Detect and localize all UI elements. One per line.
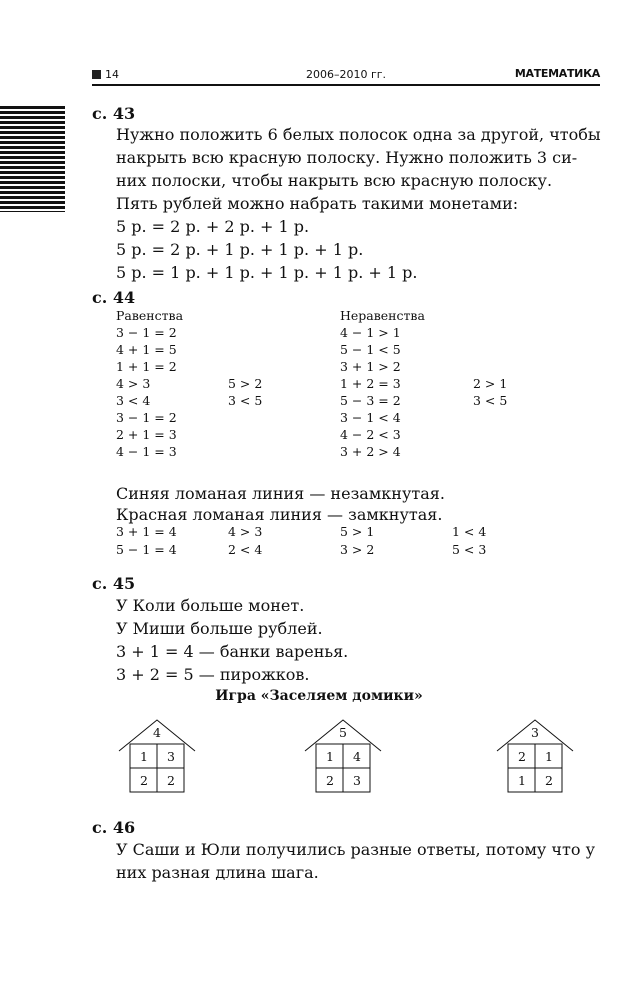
s46-line: У Саши и Юли получились разные ответы, потому что у <box>116 840 595 859</box>
section-label-44: с. 44 <box>92 288 136 307</box>
house-cell: 4 <box>353 749 361 764</box>
house-cell: 1 <box>545 749 553 764</box>
grid-item: 5 − 1 = 4 <box>116 542 177 557</box>
equality-item: 4 + 1 = 5 <box>116 342 177 357</box>
equality-item: 1 + 1 = 2 <box>116 359 177 374</box>
number-house <box>495 718 575 800</box>
header-subject: МАТЕМАТИКА <box>514 67 600 80</box>
s43-line: Нужно положить 6 белых полосок одна за другой, чтобы <box>116 125 601 144</box>
page-number: 14 <box>105 68 119 81</box>
house-roof-number: 4 <box>153 725 161 740</box>
decorative-stripes <box>0 106 65 212</box>
house-cell: 1 <box>140 749 148 764</box>
section-label-46: с. 46 <box>92 818 136 837</box>
house-cell: 2 <box>518 749 526 764</box>
s45-line: У Миши больше рублей. <box>116 619 323 638</box>
house-cell: 1 <box>518 773 526 788</box>
equality-item: 3 − 1 = 2 <box>116 410 177 425</box>
s45-line: У Коли больше монет. <box>116 596 305 615</box>
polyline-text: Синяя ломаная линия — незамкнутая. <box>116 484 445 503</box>
equality-item: 2 + 1 = 3 <box>116 427 177 442</box>
equality-extra-item: 3 < 5 <box>228 393 263 408</box>
house-cell: 1 <box>326 749 334 764</box>
inequality-item: 3 − 1 < 4 <box>340 410 401 425</box>
house-cell: 2 <box>545 773 553 788</box>
house-roof-number: 5 <box>339 725 347 740</box>
inequality-extra-item: 3 < 5 <box>473 393 508 408</box>
equality-item: 3 < 4 <box>116 393 151 408</box>
inequality-item: 5 − 3 = 2 <box>340 393 401 408</box>
equality-item: 3 − 1 = 2 <box>116 325 177 340</box>
s43-line: 5 р. = 2 р. + 2 р. + 1 р. <box>116 217 310 236</box>
inequalities-title: Неравенства <box>340 308 425 323</box>
inequality-item: 5 − 1 < 5 <box>340 342 401 357</box>
s45-line: 3 + 1 = 4 — банки варенья. <box>116 642 349 661</box>
s43-line: накрыть всю красную полоску. Нужно положить 3 си- <box>116 148 578 167</box>
header-years: 2006–2010 гг. <box>305 68 387 81</box>
game-title: Игра «Заселяем домики» <box>215 688 423 704</box>
house-cell: 2 <box>140 773 148 788</box>
inequality-extra-item: 2 > 1 <box>473 376 508 391</box>
section-label-45: с. 45 <box>92 574 136 593</box>
s43-line: них полоски, чтобы накрыть всю красную полоску. <box>116 171 553 190</box>
house-cell: 3 <box>353 773 361 788</box>
section-label-43: с. 43 <box>92 104 136 123</box>
s43-line: Пять рублей можно набрать такими монетами: <box>116 194 519 213</box>
inequality-item: 4 − 1 > 1 <box>340 325 401 340</box>
house-roof-number: 3 <box>531 725 539 740</box>
inequality-item: 4 − 2 < 3 <box>340 427 401 442</box>
s43-line: 5 р. = 2 р. + 1 р. + 1 р. + 1 р. <box>116 240 364 259</box>
s45-line: 3 + 2 = 5 — пирожков. <box>116 665 310 684</box>
s46-line: них разная длина шага. <box>116 863 319 882</box>
inequality-item: 3 + 2 > 4 <box>340 444 401 459</box>
grid-item: 2 < 4 <box>228 542 263 557</box>
grid-item: 3 > 2 <box>340 542 375 557</box>
house-cell: 3 <box>167 749 175 764</box>
inequality-item: 3 + 1 > 2 <box>340 359 401 374</box>
number-house <box>117 718 197 800</box>
equality-item: 4 − 1 = 3 <box>116 444 177 459</box>
grid-item: 1 < 4 <box>452 524 487 539</box>
inequality-item: 1 + 2 = 3 <box>340 376 401 391</box>
grid-item: 4 > 3 <box>228 524 263 539</box>
equality-extra-item: 5 > 2 <box>228 376 263 391</box>
equalities-title: Равенства <box>116 308 184 323</box>
grid-item: 5 < 3 <box>452 542 487 557</box>
running-header <box>92 64 600 86</box>
house-cell: 2 <box>326 773 334 788</box>
s43-line: 5 р. = 1 р. + 1 р. + 1 р. + 1 р. + 1 р. <box>116 263 418 282</box>
number-house <box>303 718 383 800</box>
header-rule <box>92 84 600 86</box>
polyline-text: Красная ломаная линия — замкнутая. <box>116 505 443 524</box>
grid-item: 3 + 1 = 4 <box>116 524 177 539</box>
equality-item: 4 > 3 <box>116 376 151 391</box>
grid-item: 5 > 1 <box>340 524 375 539</box>
house-cell: 2 <box>167 773 175 788</box>
